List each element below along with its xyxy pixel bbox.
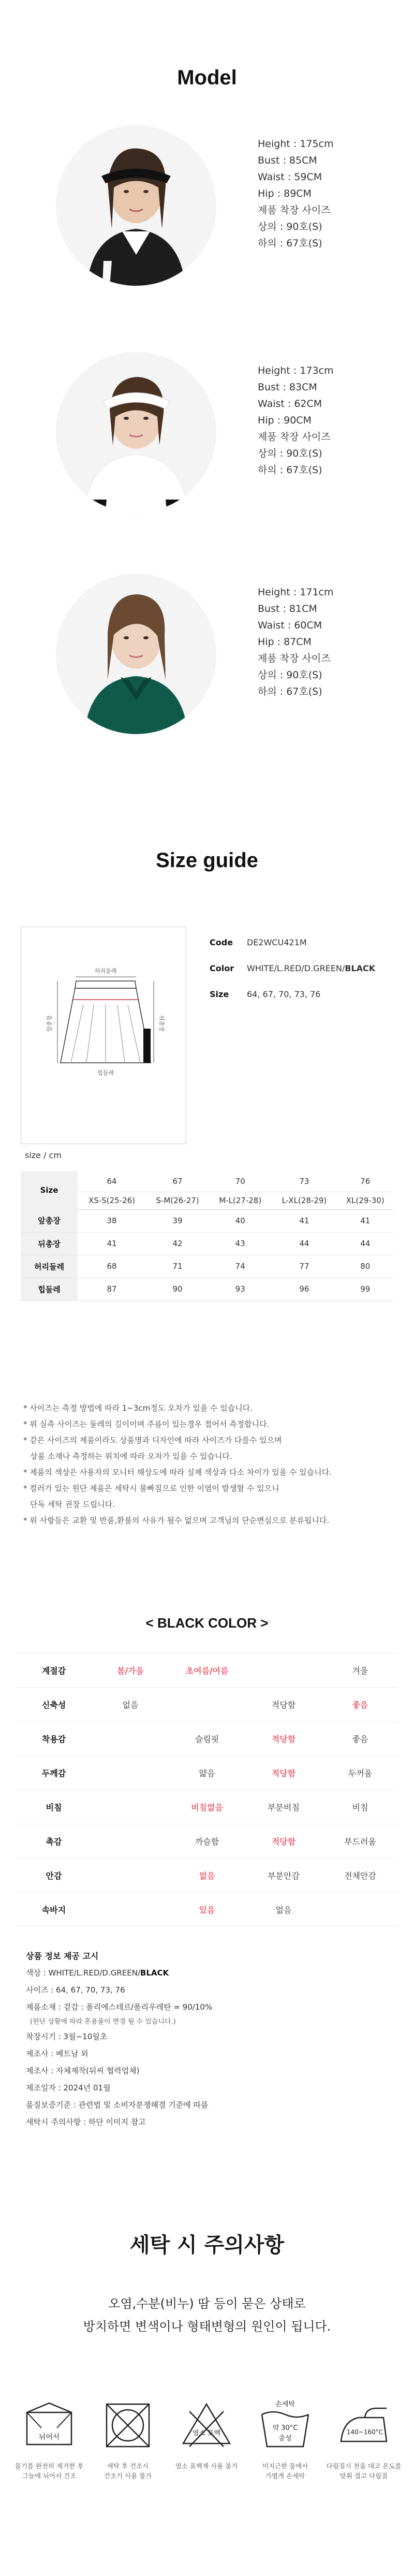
feel-row	[16, 1755, 398, 1790]
info-period: 착장시기 : 3월~10월초	[26, 2032, 108, 2041]
note-line: * 컬러가 있는 원단 제품은 세탁시 물빠짐으로 인한 이염이 발생할 수 있으니	[23, 1484, 279, 1493]
no-tumble-dry-icon	[99, 2397, 156, 2454]
table-cell: 90	[146, 1278, 209, 1300]
size-col-header: 64	[78, 1171, 146, 1192]
feel-cell-selected: 적당함	[271, 1734, 296, 1744]
color-current: BLACK	[345, 963, 376, 973]
feel-row	[16, 1892, 398, 1926]
iron-temp: 140~160°C	[346, 2428, 383, 2436]
table-cell: 42	[146, 1232, 209, 1255]
washing-warning-line: 방치하면 변색이나 형태변형의 원인이 됩니다.	[83, 2319, 331, 2334]
no-tumble-dry-item	[89, 2397, 167, 2481]
info-material: 제품소재 : 겉감 : 폴리에스테르/폴리우레탄 = 90/10%	[26, 2002, 213, 2012]
table-cell: 41	[78, 1232, 146, 1255]
size-notes	[23, 1400, 396, 1529]
size-label: Size	[210, 989, 229, 999]
table-cell: 68	[78, 1255, 146, 1278]
model-height: Height : 173cm	[258, 365, 334, 376]
feel-cell: 좋음	[352, 1734, 368, 1744]
info-color-current: BLACK	[140, 1968, 169, 1978]
diagram-hip-label: 힙둘레	[97, 1070, 114, 1076]
info-material-note: (원단 상황에 따라 혼용율이 변경 될 수 있습니다.)	[30, 2018, 176, 2026]
model-card-1	[56, 125, 366, 286]
feel-cell: 겨울	[352, 1666, 368, 1676]
table-cell: 43	[209, 1232, 271, 1255]
table-row	[21, 1209, 393, 1232]
black-color-title: < BLACK COLOR >	[145, 1615, 269, 1631]
washing-warning	[0, 2292, 414, 2338]
info-color	[26, 1965, 388, 1982]
table-cell: 71	[146, 1255, 209, 1278]
skirt-diagram	[21, 927, 186, 1144]
care-caption-line: 건조기 사용 불가	[103, 2472, 152, 2480]
note-line: 상품 소재나 측정하는 위치에 따라 오차가 있을 수 있습니다.	[30, 1452, 232, 1461]
feel-row	[16, 1790, 398, 1824]
product-info-title: 상품 정보 제공 고시	[26, 1951, 99, 1961]
feel-cell-selected: 좋음	[352, 1700, 368, 1710]
size-range: XL(29-30)	[337, 1192, 393, 1209]
feel-cell: 적당함	[271, 1700, 296, 1710]
feel-cell-selected: 적당함	[271, 1768, 296, 1778]
color-label: Color	[210, 963, 234, 973]
table-cell: 96	[271, 1278, 337, 1300]
table-row	[21, 1255, 393, 1278]
no-bleach-icon	[178, 2397, 235, 2454]
row-label: 허리둘레	[21, 1255, 78, 1278]
care-caption	[89, 2461, 167, 2481]
model-bust: Bust : 85CM	[258, 155, 317, 166]
table-cell: 38	[78, 1209, 146, 1232]
size-range: XS-S(25-26)	[78, 1192, 146, 1209]
model-specs-1	[258, 136, 334, 252]
table-cell: 93	[209, 1278, 271, 1300]
feel-row-label: 안감	[46, 1871, 62, 1881]
product-code-info	[210, 929, 375, 1007]
row-label: 힙둘레	[21, 1278, 78, 1300]
size-col-header: 73	[271, 1171, 337, 1192]
model-size-title: 제품 착장 사이즈	[258, 653, 331, 664]
feel-row-label: 착용감	[41, 1734, 66, 1744]
info-importer: 제조사 : 자체제작(뒤씨 협력업체)	[26, 2066, 140, 2075]
row-label: 뒤총장	[21, 1232, 78, 1255]
feel-cell: 얇음	[199, 1768, 215, 1778]
feel-cell: 부분안감	[268, 1871, 300, 1881]
row-label: 앞총장	[21, 1209, 78, 1232]
diagram-front-label: 앞총장	[46, 1015, 53, 1032]
color-value	[247, 963, 375, 973]
feel-row	[16, 1687, 398, 1721]
info-caution: 세탁시 주의사항 : 하단 이미지 참고	[26, 2117, 146, 2127]
model-top-size: 상의 : 90호(S)	[258, 448, 322, 459]
care-caption-line: 염소 표백제 사용 불가	[175, 2462, 238, 2470]
care-caption-line: 미지근한 물에서	[262, 2462, 308, 2470]
model-section-title: Model	[177, 66, 237, 89]
care-caption	[168, 2461, 245, 2471]
fabric-feel-grid	[16, 1653, 398, 1926]
size-col-header: 76	[337, 1171, 393, 1192]
diagram-back-label: 뒤총장	[158, 1015, 165, 1032]
feel-row-label: 계절감	[41, 1666, 66, 1676]
size-range: M-L(27-28)	[209, 1192, 271, 1209]
feel-cell-selected: 없음	[199, 1871, 215, 1881]
size-range: S-M(26-27)	[146, 1192, 209, 1209]
note-line: * 제품의 색상은 사용자의 모니터 해상도에 따라 실제 색상과 다소 차이가 있을 수 있습니다.	[23, 1468, 332, 1477]
size-guide-title: Size guide	[156, 849, 258, 872]
care-caption-line: 맞춰 접고 다림질	[339, 2472, 388, 2480]
feel-row-label: 촉감	[46, 1837, 62, 1847]
model-bottom-size: 하의 : 67호(S)	[258, 464, 322, 476]
feel-row	[16, 1858, 398, 1892]
table-cell: 99	[337, 1278, 393, 1300]
table-cell: 80	[337, 1255, 393, 1278]
model-hip: Hip : 90CM	[258, 415, 312, 426]
model-waist: Waist : 60CM	[258, 620, 322, 631]
hand-wash-temp: 약 30°C	[272, 2424, 298, 2432]
table-cell: 41	[271, 1209, 337, 1232]
dry-flat-symbol: 뉘어서	[38, 2433, 60, 2441]
size-range: L-XL(28-29)	[271, 1192, 337, 1209]
care-caption	[10, 2461, 88, 2481]
model-photo-3	[56, 574, 216, 734]
care-caption-line: 그늘에 뉘어서 건조	[22, 2472, 77, 2480]
note-line: * 같은 사이즈의 제품이라도 상품명과 디자인에 따라 사이즈가 다를수 있으며	[23, 1436, 282, 1445]
model-height: Height : 175cm	[258, 138, 334, 150]
feel-cell-selected: 초여름/여름	[185, 1666, 229, 1676]
model-card-2	[56, 352, 366, 513]
model-height: Height : 171cm	[258, 587, 334, 598]
model-waist: Waist : 59CM	[258, 171, 322, 183]
table-cell: 41	[337, 1209, 393, 1232]
model-specs-2	[258, 362, 334, 478]
note-line: * 위 실측 사이즈는 둘레의 길이이며 주름이 있는경우 접어서 측정합니다.	[23, 1419, 270, 1429]
table-row	[21, 1278, 393, 1300]
feel-cell-selected: 있음	[199, 1905, 215, 1915]
hand-wash-top: 손세탁	[275, 2401, 295, 2408]
feel-cell: 전체안감	[344, 1871, 376, 1881]
no-bleach-item	[168, 2397, 245, 2471]
no-bleach-symbol: 염소 표백	[192, 2429, 221, 2437]
info-maker: 제조사 : 베트남 외	[26, 2049, 88, 2058]
washing-warning-line: 오염,수분(비누) 땀 등이 묻은 상태로	[108, 2296, 306, 2311]
feel-row	[16, 1824, 398, 1858]
care-caption-line: 세탁 후 건조시	[107, 2462, 149, 2470]
model-hip: Hip : 87CM	[258, 636, 312, 648]
feel-cell-selected: 적당함	[271, 1837, 296, 1847]
feel-cell: 없음	[122, 1700, 139, 1710]
iron-icon	[333, 2397, 395, 2454]
model-photo-1	[56, 125, 216, 286]
color-list: WHITE/L.RED/D.GREEN/	[247, 963, 345, 973]
note-line: * 위 사항들은 교환 및 반품,환불의 사유가 될수 없으며 고객님의 단순변심으로 분류됩니다.	[23, 1516, 330, 1525]
feel-row-label: 신축성	[41, 1700, 66, 1710]
model-top-size: 상의 : 90호(S)	[258, 669, 322, 681]
model-waist: Waist : 62CM	[258, 398, 322, 409]
hand-wash-neutral: 중성	[278, 2435, 292, 2442]
info-warranty: 품질보증기준 : 관련법 및 소비자분쟁해결 기준에 따름	[26, 2100, 209, 2110]
diagram-waist-label: 허리둘레	[94, 968, 117, 974]
info-date: 제조일자 : 2024년 01월	[26, 2083, 111, 2092]
iron-item	[325, 2397, 403, 2481]
feel-cell: 두꺼움	[348, 1768, 373, 1778]
size-table-corner: Size	[21, 1171, 78, 1209]
note-line: * 사이즈는 측정 방법에 따라 1~3cm정도 오차가 있을 수 있습니다.	[23, 1403, 253, 1413]
feel-cell: 슬림핏	[195, 1734, 219, 1744]
washing-title: 세탁 시 주의사항	[129, 2233, 285, 2257]
model-card-3	[56, 574, 366, 734]
dry-flat-item	[10, 2397, 88, 2481]
model-hip: Hip : 89CM	[258, 188, 312, 199]
care-caption-line: 다림질시 천을 대고 온도를	[326, 2462, 402, 2470]
model-bottom-size: 하의 : 67호(S)	[258, 238, 322, 249]
care-caption-line: 가볍게 손세탁	[265, 2472, 305, 2480]
model-photo-2	[56, 352, 216, 513]
feel-cell-selected: 봄/가을	[117, 1666, 144, 1676]
table-cell: 44	[337, 1232, 393, 1255]
care-caption-line: 물기를 완전히 제거한 후	[14, 2462, 84, 2470]
feel-cell: 까슬함	[195, 1837, 219, 1847]
feel-row-label: 두께감	[41, 1768, 66, 1778]
model-size-title: 제품 착장 사이즈	[258, 431, 331, 443]
model-top-size: 상의 : 90호(S)	[258, 221, 322, 232]
model-bust: Bust : 81CM	[258, 603, 317, 614]
info-color-list: 색상 : WHITE/L.RED/D.GREEN/	[26, 1968, 141, 1978]
care-icons	[10, 2397, 404, 2500]
model-bottom-size: 하의 : 67호(S)	[258, 686, 322, 697]
feel-cell: 부드러움	[344, 1837, 376, 1847]
feel-cell-selected: 비침없음	[191, 1803, 223, 1812]
size-table	[21, 1171, 393, 1301]
size-col-header: 67	[146, 1171, 209, 1192]
code-label: Code	[210, 937, 233, 947]
model-bust: Bust : 83CM	[258, 382, 317, 393]
feel-row	[16, 1653, 398, 1687]
care-caption	[246, 2461, 324, 2481]
size-value: 64, 67, 70, 73, 76	[247, 989, 321, 999]
feel-cell: 비침	[352, 1803, 368, 1812]
hand-wash-icon	[257, 2397, 314, 2454]
feel-row-label: 비침	[46, 1803, 62, 1812]
table-cell: 87	[78, 1278, 146, 1300]
table-row	[21, 1232, 393, 1255]
model-size-title: 제품 착장 사이즈	[258, 204, 331, 216]
product-info-notice	[26, 1948, 388, 2131]
hand-wash-item	[246, 2397, 324, 2481]
dry-flat-icon	[21, 2397, 78, 2454]
feel-row-label: 속바지	[41, 1905, 66, 1915]
size-col-header: 70	[209, 1171, 271, 1192]
info-size: 사이즈 : 64, 67, 70, 73, 76	[26, 1985, 125, 1995]
model-specs-3	[258, 584, 334, 700]
table-cell: 40	[209, 1209, 271, 1232]
table-cell: 39	[146, 1209, 209, 1232]
table-cell: 44	[271, 1232, 337, 1255]
size-table-header-sizes	[21, 1171, 393, 1192]
size-unit: size / cm	[25, 1150, 62, 1160]
feel-cell: 부분비침	[268, 1803, 300, 1812]
feel-cell: 없음	[275, 1905, 292, 1915]
code-value: DE2WCU421M	[247, 937, 307, 947]
feel-row	[16, 1721, 398, 1755]
table-cell: 77	[271, 1255, 337, 1278]
table-cell: 74	[209, 1255, 271, 1278]
care-caption	[325, 2461, 403, 2481]
note-line: 단독 세탁 권장 드립니다.	[30, 1500, 115, 1509]
